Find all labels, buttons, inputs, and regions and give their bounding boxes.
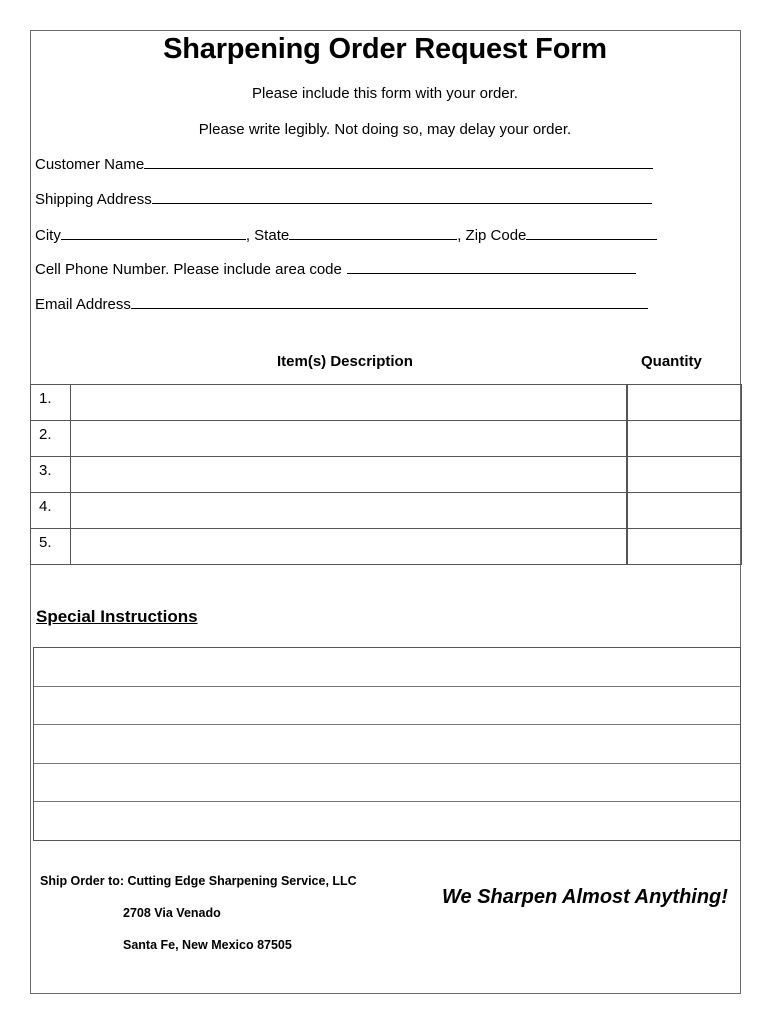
item-description-cell[interactable]: [70, 421, 626, 457]
instruction-line[interactable]: [34, 764, 740, 803]
table-row: [31, 385, 742, 421]
city-state-zip-row: [35, 226, 657, 244]
ship-street-line: 2708 Via Venado: [123, 906, 221, 920]
item-number: 1.: [31, 385, 71, 421]
customer-name-label: Customer Name: [35, 156, 145, 173]
ship-city-line: Santa Fe, New Mexico 87505: [123, 938, 292, 952]
special-instructions-box: [33, 647, 741, 841]
form-subtitle-include: Please include this form with your order.: [252, 85, 518, 102]
item-description-cell[interactable]: [70, 457, 626, 493]
item-quantity-cell[interactable]: [628, 457, 742, 493]
state-label: , State: [245, 227, 290, 244]
city-label: City: [35, 227, 61, 244]
instruction-line[interactable]: [34, 802, 740, 841]
shipping-address-field[interactable]: [152, 190, 652, 204]
shipping-address-row: [35, 190, 652, 208]
cell-phone-row: [35, 260, 636, 278]
city-field[interactable]: [61, 226, 246, 240]
customer-name-row: [35, 155, 653, 173]
form-subtitle-legibly: Please write legibly. Not doing so, may delay your order.: [198, 121, 572, 138]
item-description-cell[interactable]: [70, 385, 626, 421]
table-row: [31, 529, 742, 565]
item-quantity-cell[interactable]: [628, 493, 742, 529]
zip-field[interactable]: [526, 226, 657, 240]
item-quantity-cell[interactable]: [628, 421, 742, 457]
email-label: Email Address: [35, 296, 131, 313]
instruction-line[interactable]: [34, 725, 740, 764]
instruction-line[interactable]: [34, 648, 740, 687]
ship-to-line: Ship Order to: Cutting Edge Sharpening Service, LLC: [40, 874, 357, 888]
cell-phone-field[interactable]: [347, 260, 636, 274]
state-field[interactable]: [289, 226, 457, 240]
table-row: [31, 421, 742, 457]
items-quantity-header: Quantity: [641, 353, 702, 370]
item-number: 4.: [31, 493, 71, 529]
email-field[interactable]: [131, 295, 648, 309]
item-description-cell[interactable]: [70, 493, 626, 529]
instruction-line[interactable]: [34, 687, 740, 726]
shipping-address-label: Shipping Address: [35, 191, 152, 208]
items-description-header: Item(s) Description: [277, 353, 413, 370]
cell-phone-label: Cell Phone Number. Please include area code: [35, 261, 342, 278]
item-description-cell[interactable]: [70, 529, 626, 565]
form-title: Sharpening Order Request Form: [163, 33, 607, 65]
item-number: 2.: [31, 421, 71, 457]
item-quantity-cell[interactable]: [628, 385, 742, 421]
email-row: [35, 295, 648, 313]
table-row: [31, 457, 742, 493]
slogan: We Sharpen Almost Anything!: [442, 886, 728, 908]
special-instructions-heading: Special Instructions: [36, 607, 198, 626]
zip-label: , Zip Code: [457, 227, 527, 244]
items-table: [30, 384, 742, 565]
customer-name-field[interactable]: [144, 155, 653, 169]
item-number: 3.: [31, 457, 71, 493]
item-quantity-cell[interactable]: [628, 529, 742, 565]
table-row: [31, 493, 742, 529]
item-number: 5.: [31, 529, 71, 565]
